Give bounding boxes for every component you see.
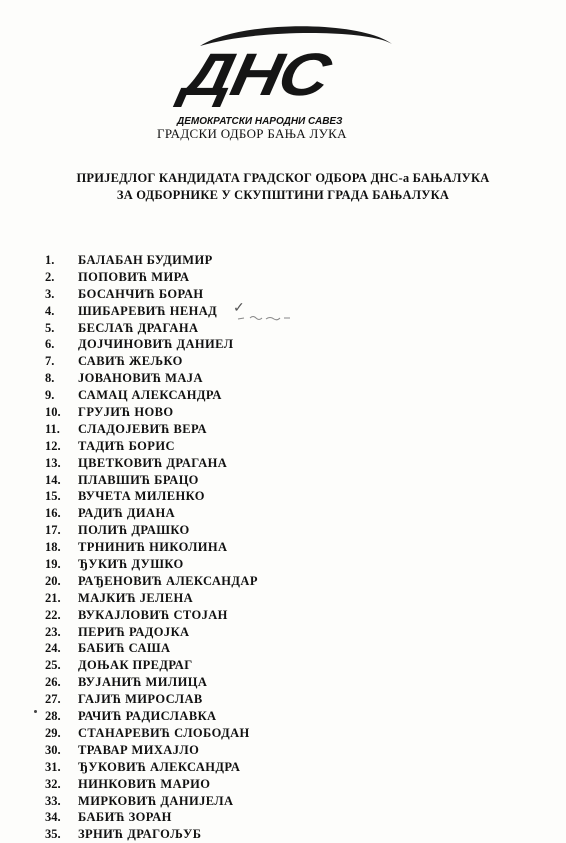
- candidate-number: 33.: [45, 793, 61, 808]
- candidate-name: ДОЈЧИНОВИЋ ДАНИЕЛ: [78, 337, 234, 352]
- candidate-row: [45, 353, 258, 370]
- candidate-row: [45, 336, 258, 353]
- candidate-row: [45, 657, 258, 674]
- candidate-name: МАЈКИЋ ЈЕЛЕНА: [78, 590, 194, 605]
- candidate-row: [45, 725, 258, 742]
- candidate-row: [45, 286, 258, 303]
- candidate-number: 12.: [45, 438, 61, 453]
- candidate-row: [45, 826, 258, 843]
- candidate-name: БАБИЋ ЗОРАН: [78, 810, 172, 825]
- candidate-number: 20.: [45, 573, 61, 588]
- candidate-name: БАБИЋ САША: [78, 641, 171, 656]
- candidate-number: 7.: [45, 354, 55, 369]
- candidate-number: 21.: [45, 590, 61, 605]
- party-name: ДЕМОКРАТСКИ НАРОДНИ САВЕЗ: [177, 116, 343, 127]
- candidate-name: ПОЛИЋ ДРАШКО: [78, 523, 190, 538]
- candidate-number: 18.: [45, 540, 61, 555]
- candidate-row: [45, 556, 258, 573]
- candidate-row: [45, 624, 258, 641]
- city-board-name: ГРАДСКИ ОДБОР БАЊА ЛУКА: [157, 126, 347, 141]
- candidate-number: 29.: [45, 725, 61, 740]
- candidate-number: 27.: [45, 692, 61, 707]
- candidate-number: 15.: [45, 489, 61, 504]
- candidate-row: [45, 607, 258, 624]
- candidate-row: [45, 539, 258, 556]
- candidate-number: 9.: [45, 388, 55, 403]
- candidate-row: [45, 488, 258, 505]
- candidate-number: 6.: [45, 337, 55, 352]
- candidate-name: ВУЧЕТА МИЛЕНКО: [78, 489, 205, 504]
- candidate-row: [45, 674, 258, 691]
- candidate-name: МИРКОВИЋ ДАНИЈЕЛА: [78, 793, 234, 808]
- candidate-number: 31.: [45, 759, 61, 774]
- document-header: [0, 0, 566, 140]
- candidate-name: БЕСЛАЋ ДРАГАНА: [78, 320, 199, 335]
- candidate-number: 14.: [45, 472, 61, 487]
- candidate-row: [45, 387, 258, 404]
- candidate-row: [45, 320, 258, 337]
- candidate-name: ПОПОВИЋ МИРА: [78, 269, 190, 284]
- candidate-name: РАЧИЋ РАДИСЛАВКА: [78, 709, 217, 724]
- candidate-name: ГАЈИЋ МИРОСЛАВ: [78, 692, 203, 707]
- candidate-name: САВИЋ ЖЕЉКО: [78, 354, 183, 369]
- candidate-row: [45, 708, 258, 725]
- candidate-row: [45, 691, 258, 708]
- candidate-name: ЈОВАНОВИЋ МАЈА: [78, 371, 203, 386]
- candidate-number: 17.: [45, 523, 61, 538]
- candidate-number: 22.: [45, 607, 61, 622]
- handwritten-checkmark: ✓: [233, 301, 245, 316]
- candidate-number: 35.: [45, 827, 61, 842]
- candidate-number: 23.: [45, 624, 61, 639]
- candidate-row: [45, 421, 258, 438]
- candidate-number: 5.: [45, 320, 55, 335]
- candidate-name: ЦВЕТКОВИЋ ДРАГАНА: [78, 455, 228, 470]
- candidate-row: [45, 759, 258, 776]
- candidate-number: 28.: [45, 709, 61, 724]
- candidate-number: 4.: [45, 303, 55, 318]
- candidate-number: 16.: [45, 506, 61, 521]
- candidate-row: [45, 404, 258, 421]
- candidate-number: 3.: [45, 286, 55, 301]
- handwritten-scribble: [236, 313, 296, 323]
- candidate-name: ТРНИНИЋ НИКОЛИНА: [78, 540, 228, 555]
- candidate-row: [45, 438, 258, 455]
- candidate-name: ВУЈАНИЋ МИЛИЦА: [78, 675, 208, 690]
- candidate-row: [45, 640, 258, 657]
- candidate-number: 8.: [45, 371, 55, 386]
- candidate-name: САМАЦ АЛЕКСАНДРА: [78, 388, 222, 403]
- candidate-name: ВУКАЈЛОВИЋ СТОЈАН: [78, 607, 228, 622]
- candidate-name: ШИБАРЕВИЋ НЕНАД: [78, 303, 218, 318]
- candidate-row: [45, 776, 258, 793]
- candidate-number: 10.: [45, 405, 61, 420]
- candidate-row: [45, 303, 258, 320]
- document-title-line1: ПРИЈЕДЛОГ КАНДИДАТА ГРАДСКОГ ОДБОРА ДНС-а БАЊАЛУКА: [76, 171, 490, 185]
- candidate-name: ДОЊАК ПРЕДРАГ: [78, 658, 193, 673]
- candidate-name: ЂУКОВИЋ АЛЕКСАНДРА: [78, 759, 241, 774]
- candidate-name: ЗРНИЋ ДРАГОЉУБ: [78, 827, 202, 842]
- candidate-number: 26.: [45, 675, 61, 690]
- candidate-row: [45, 269, 258, 286]
- candidate-row: [45, 573, 258, 590]
- party-logo: ДНС: [177, 41, 335, 108]
- candidate-name: БАЛАБАН БУДИМИР: [78, 253, 213, 267]
- candidate-name: ТАДИЋ БОРИС: [78, 438, 175, 453]
- candidate-number: 2.: [45, 269, 55, 284]
- candidate-name: ЂУКИЋ ДУШКО: [78, 557, 184, 572]
- candidate-name: ПЕРИЋ РАДОЈКА: [78, 624, 190, 639]
- candidate-row: [45, 505, 258, 522]
- candidate-number: 13.: [45, 455, 61, 470]
- candidate-row: [45, 590, 258, 607]
- candidate-name: НИНКОВИЋ МАРИО: [78, 776, 211, 791]
- candidate-number: 24.: [45, 641, 61, 656]
- candidate-name: ПЛАВШИЋ БРАЦО: [78, 472, 199, 487]
- candidate-row: [45, 252, 258, 269]
- candidate-name: ГРУЈИЋ НОВО: [78, 405, 174, 420]
- document-title-line2: ЗА ОДБОРНИКЕ У СКУПШТИНИ ГРАДА БАЊАЛУКА: [116, 188, 450, 202]
- candidate-row: [45, 472, 258, 489]
- candidate-name: РАЂЕНОВИЋ АЛЕКСАНДАР: [78, 573, 258, 588]
- scan-speck: [34, 710, 37, 713]
- candidate-list: [45, 252, 258, 843]
- candidate-name: СЛАДОЈЕВИЋ ВЕРА: [78, 421, 207, 436]
- candidate-number: 25.: [45, 658, 61, 673]
- candidate-number: 34.: [45, 810, 61, 825]
- candidate-row: [45, 370, 258, 387]
- candidate-number: 19.: [45, 557, 61, 572]
- candidate-row: [45, 522, 258, 539]
- candidate-number: 1.: [45, 253, 55, 267]
- candidate-name: ТРАВАР МИХАЈЛО: [78, 742, 200, 757]
- candidate-name: РАДИЋ ДИАНА: [78, 506, 176, 521]
- candidate-row: [45, 793, 258, 810]
- candidate-number: 11.: [45, 421, 60, 436]
- candidate-name: БОСАНЧИЋ БОРАН: [78, 286, 204, 301]
- candidate-number: 30.: [45, 742, 61, 757]
- candidate-row: [45, 742, 258, 759]
- candidate-row: [45, 455, 258, 472]
- candidate-row: [45, 809, 258, 826]
- candidate-name: СТАНАРЕВИЋ СЛОБОДАН: [78, 725, 250, 740]
- candidate-number: 32.: [45, 776, 61, 791]
